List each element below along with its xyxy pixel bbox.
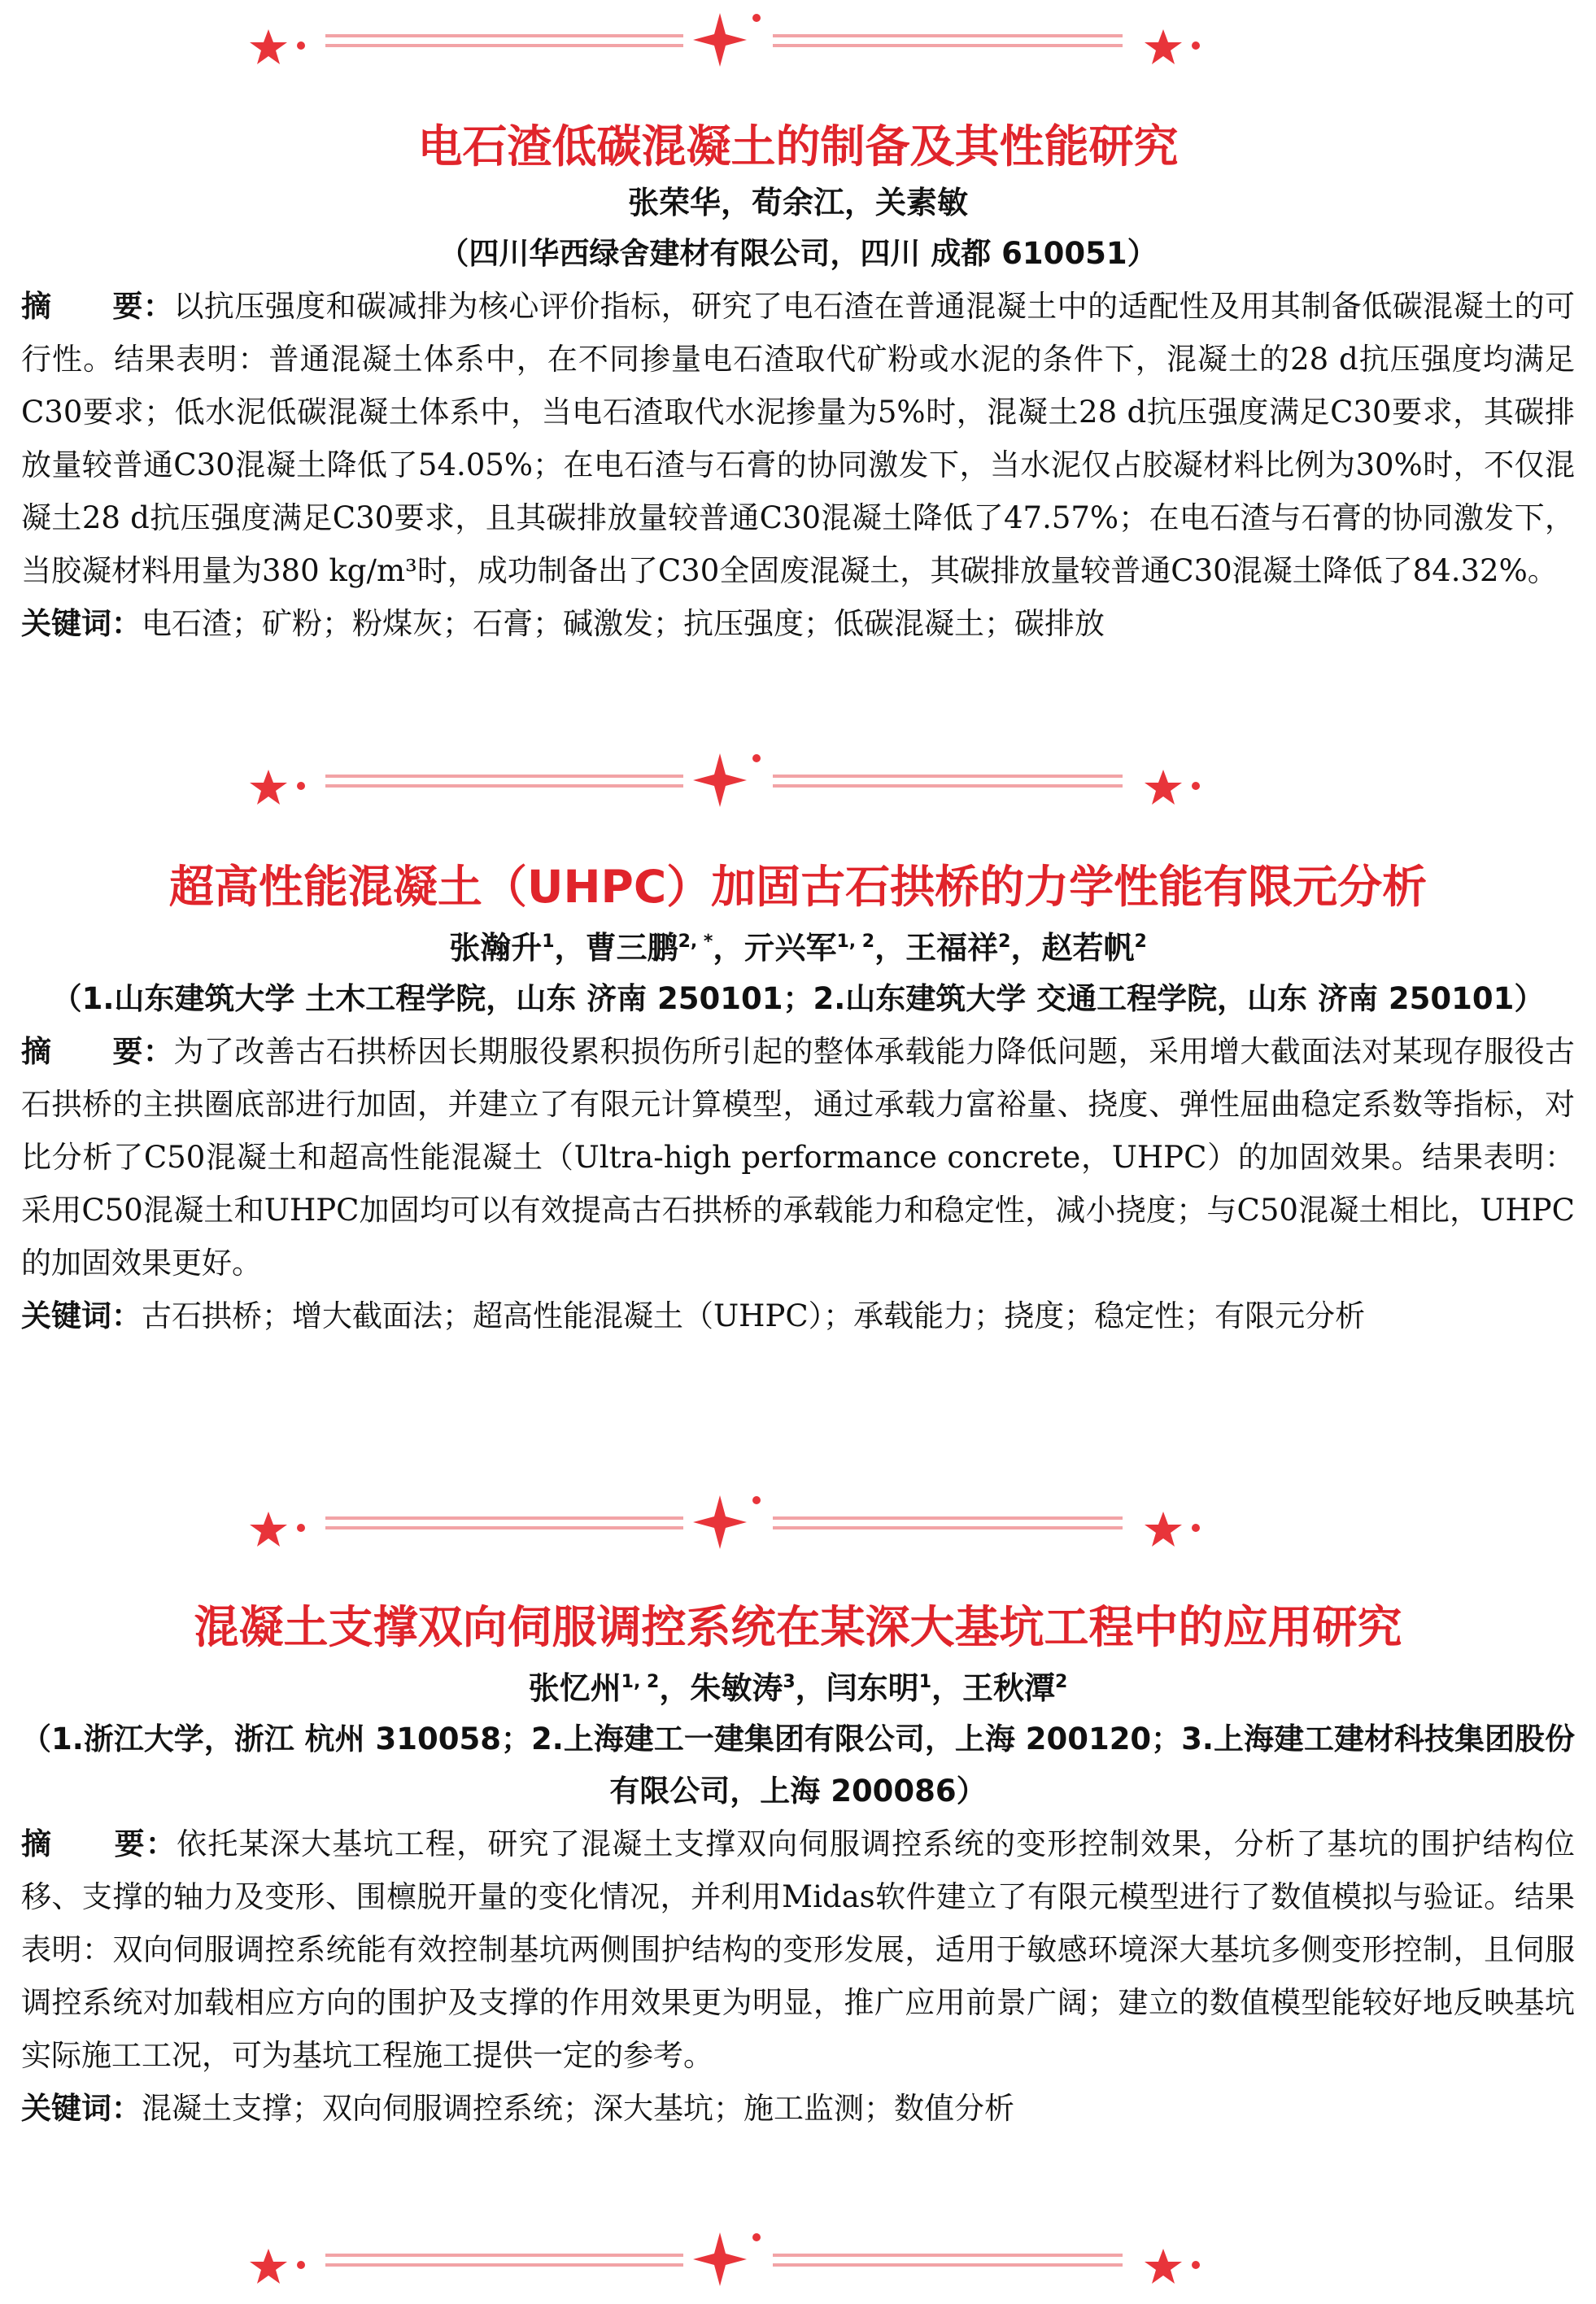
article-1 — [21, 114, 1575, 650]
abstract — [21, 1025, 1575, 1289]
author-affil-mark: 1, 2 — [836, 932, 875, 952]
author: 王秋潭 — [962, 1670, 1056, 1706]
abstract-text: 以抗压强度和碳减排为核心评价指标，研究了电石渣在普通混凝土中的适配性及用其制备低碳混凝土的可行性。结果表明：普通混凝土体系中，在不同掺量电石渣取代矿粉或水泥的条件下，混凝土的28 d抗压强度均满足C30要求；低水泥低碳混凝土体系中，当电石渣取代水泥掺量为5%时，混凝土28 d抗压强度满足C30要求，其碳排放量较普通C30混凝土降低了54.05%；在电石渣与石膏的协同激发下，当水泥仅占胶凝材料比例为30%时，不仅混凝土28 d抗压强度满足C30要求，且其碳排放量较普通C30混凝土降低了47.57%；在电石渣与石膏的协同激发下，当胶凝材料用量为380 kg/m³时，成功制备出了C30全固废混凝土，其碳排放量较普通C30混凝土降低了84.32%。 — [21, 289, 1576, 588]
authors: 张荣华，荀余江，关素敏 — [627, 185, 968, 220]
abstract-text: 为了改善古石拱桥因长期服役累积损伤所引起的整体承载能力降低问题，采用增大截面法对某现存服役古石拱桥的主拱圈底部进行加固，并建立了有限元计算模型，通过承载力富裕量、挠度、弹性屈曲稳定系数等指标，对比分析了C50混凝土和超高性能混凝土（Ultra-high performance concrete，UHPC）的加固效果。结果表明：采用C50混凝土和UHPC加固均可以有效提高古石拱桥的承载能力和稳定性，减小挠度；与C50混凝土相比，UHPC的加固效果更好。 — [21, 1034, 1576, 1281]
abstract — [21, 1817, 1575, 2082]
author: 朱敏涛 — [690, 1670, 783, 1706]
author: 曹三鹏 — [585, 930, 678, 966]
author-affil-mark: 1 — [542, 932, 555, 952]
star-ornament-icon — [220, 2215, 1245, 2304]
affiliation: （四川华西绿舍建材有限公司，四川 成都 610051） — [438, 236, 1158, 271]
author-affil-mark: 2 — [1134, 932, 1147, 952]
author-affil-mark: 2 — [998, 932, 1011, 952]
author-affil-mark: 1, 2 — [621, 1672, 660, 1692]
keywords — [21, 1289, 1575, 1342]
affiliation: （1.山东建筑大学 土木工程学院，山东 济南 250101；2.山东建筑大学 交通工程学院，山东 济南 250101） — [51, 981, 1545, 1016]
author-affil-mark: 2 — [1055, 1672, 1068, 1692]
author: 闫东明 — [826, 1670, 919, 1706]
keywords-text: 电石渣；矿粉；粉煤灰；石膏；碱激发；抗压强度；低碳混凝土；碳排放 — [142, 606, 1105, 641]
author-affil-mark: 1 — [918, 1672, 931, 1692]
author: 张瀚升 — [449, 930, 543, 966]
authors: 张瀚升$^1$，曹三鹏$^{2, *}$，亓兴军$^{1, 2}$，王福祥$^2$，赵若帆$^2$ — [449, 930, 1147, 966]
ornament-divider — [220, 0, 1245, 85]
authors: 张忆州$^{1, 2}$，朱敏涛$^3$，闫东明$^1$，王秋潭$^2$ — [528, 1670, 1068, 1706]
author-affil-mark: 2, * — [678, 932, 713, 952]
keywords-label: 关键词： — [21, 2091, 142, 2126]
author: 王福祥 — [905, 930, 999, 966]
author: 亓兴军 — [743, 930, 837, 966]
keywords-text: 古石拱桥；增大截面法；超高性能混凝土（UHPC）；承载能力；挠度；稳定性；有限元分析 — [142, 1298, 1366, 1333]
article-2 — [21, 854, 1575, 1342]
author: 赵若帆 — [1041, 930, 1135, 966]
keywords-label: 关键词： — [21, 606, 142, 641]
abstract-text: 依托某深大基坑工程，研究了混凝土支撑双向伺服调控系统的变形控制效果，分析了基坑的围护结构位移、支撑的轴力及变形、围檩脱开量的变化情况，并利用Midas软件建立了有限元模型进行了数值模拟与验证。结果表明：双向伺服调控系统能有效控制基坑两侧围护结构的变形发展，适用于敏感环境深大基坑多侧变形控制，且伺服调控系统对加载相应方向的围护及支撑的作用效果更为明显，推广应用前景广阔；建立的数值模型能较好地反映基坑实际施工工况，可为基坑工程施工提供一定的参考。 — [21, 1826, 1575, 2073]
article-title: 超高性能混凝土（UHPC）加固古石拱桥的力学性能有限元分析 — [168, 861, 1428, 913]
keywords-text: 混凝土支撑；双向伺服调控系统；深大基坑；施工监测；数值分析 — [142, 2091, 1014, 2126]
article-title: 电石渣低碳混凝土的制备及其性能研究 — [417, 120, 1179, 172]
abstract-label: 摘 要： — [21, 1826, 177, 1861]
ornament-divider — [220, 735, 1245, 825]
author: 张忆州 — [528, 1670, 621, 1706]
star-ornament-icon — [220, 1477, 1245, 1567]
author-affil-mark: 3 — [783, 1672, 796, 1692]
keywords-label: 关键词： — [21, 1298, 142, 1333]
star-ornament-icon — [220, 0, 1245, 85]
star-ornament-icon — [220, 735, 1245, 825]
article-3 — [21, 1595, 1575, 2135]
keywords — [21, 2082, 1575, 2135]
article-title: 混凝土支撑双向伺服调控系统在某深大基坑工程中的应用研究 — [194, 1601, 1402, 1653]
affiliation: （1.浙江大学，浙江 杭州 310058；2.上海建工一建集团有限公司，上海 200120；3.上海建工建材科技集团股份有限公司，上海 200086） — [21, 1721, 1575, 1809]
abstract — [21, 280, 1575, 597]
abstract-label: 摘 要： — [21, 1034, 174, 1069]
ornament-divider — [220, 2215, 1245, 2304]
ornament-divider — [220, 1477, 1245, 1567]
keywords — [21, 597, 1575, 650]
abstract-label: 摘 要： — [21, 289, 174, 324]
